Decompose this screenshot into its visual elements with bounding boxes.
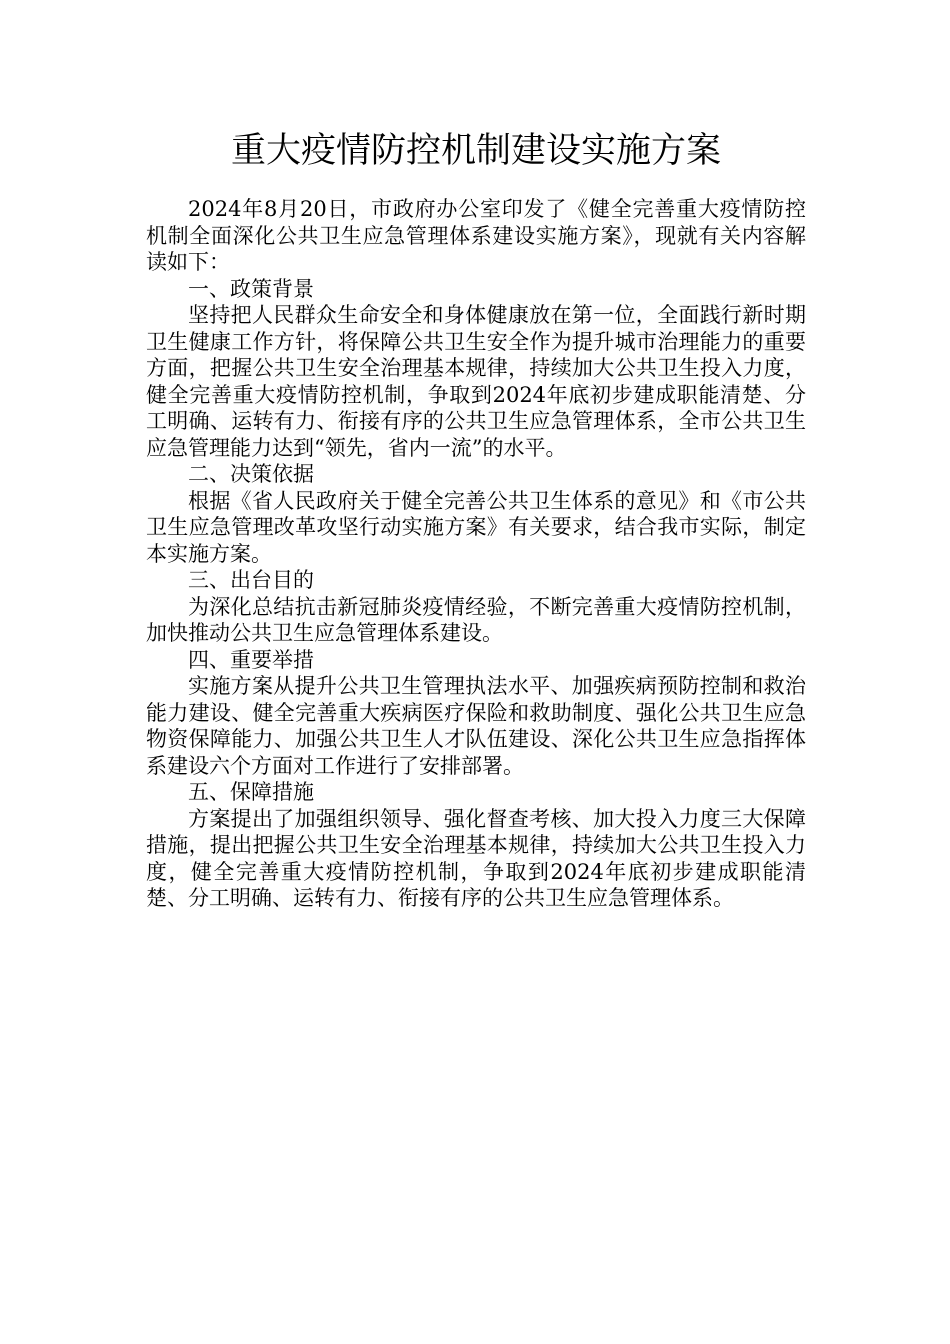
document-page — [146, 128, 806, 912]
section-heading-decision-basis: 二、决策依据 — [188, 462, 314, 486]
section-body-decision-basis: 根据《省人民政府关于健全完善公共卫生体系的意见》和《市公共卫生应急管理改革攻坚行动实施方案》有关要求，结合我市实际，制定本实施方案。 — [146, 488, 806, 566]
section-body-key-measures: 实施方案从提升公共卫生管理执法水平、加强疾病预防控制和救治能力建设、健全完善重大疾病医疗保险和救助制度、强化公共卫生应急物资保障能力、加强公共卫生人才队伍建设、深化公共卫生应急指挥体系建设六个方面对工作进行了安排部署。 — [146, 674, 806, 778]
section-heading-key-measures: 四、重要举措 — [188, 647, 314, 672]
section-body-safeguards: 方案提出了加强组织领导、强化督查考核、加大投入力度三大保障措施，提出把握公共卫生安全治理基本规律，持续加大公共卫生投入力度，健全完善重大疫情防控机制，争取到2024年底初步建成职能清楚、分工明确、运转有力、衔接有序的公共卫生应急管理体系。 — [146, 806, 806, 910]
section-heading-policy-background: 一、政策背景 — [188, 276, 314, 301]
document-title: 重大疫情防控机制建设实施方案 — [230, 131, 721, 171]
intro-paragraph: 2024年8月20日，市政府办公室印发了《健全完善重大疫情防控机制全面深化公共卫生应急管理体系建设实施方案》，现就有关内容解读如下： — [146, 197, 806, 274]
section-heading-purpose: 三、出台目的 — [188, 568, 314, 592]
section-heading-safeguards: 五、保障措施 — [188, 780, 314, 804]
section-body-policy-background: 坚持把人民群众生命安全和身体健康放在第一位，全面践行新时期卫生健康工作方针，将保障公共卫生安全作为提升城市治理能力的重要方面，把握公共卫生安全治理基本规律，持续加大公共卫生投入力度，健全完善重大疫情防控机制，争取到2024年底初步建成职能清楚、分工明确、运转有力、衔接有序的公共卫生应急管理体系，全市公共卫生应急管理能力达到“领先，省内一流”的水平。 — [146, 303, 806, 460]
section-body-purpose: 为深化总结抗击新冠肺炎疫情经验，不断完善重大疫情防控机制，加快推动公共卫生应急管理体系建设。 — [146, 594, 806, 645]
